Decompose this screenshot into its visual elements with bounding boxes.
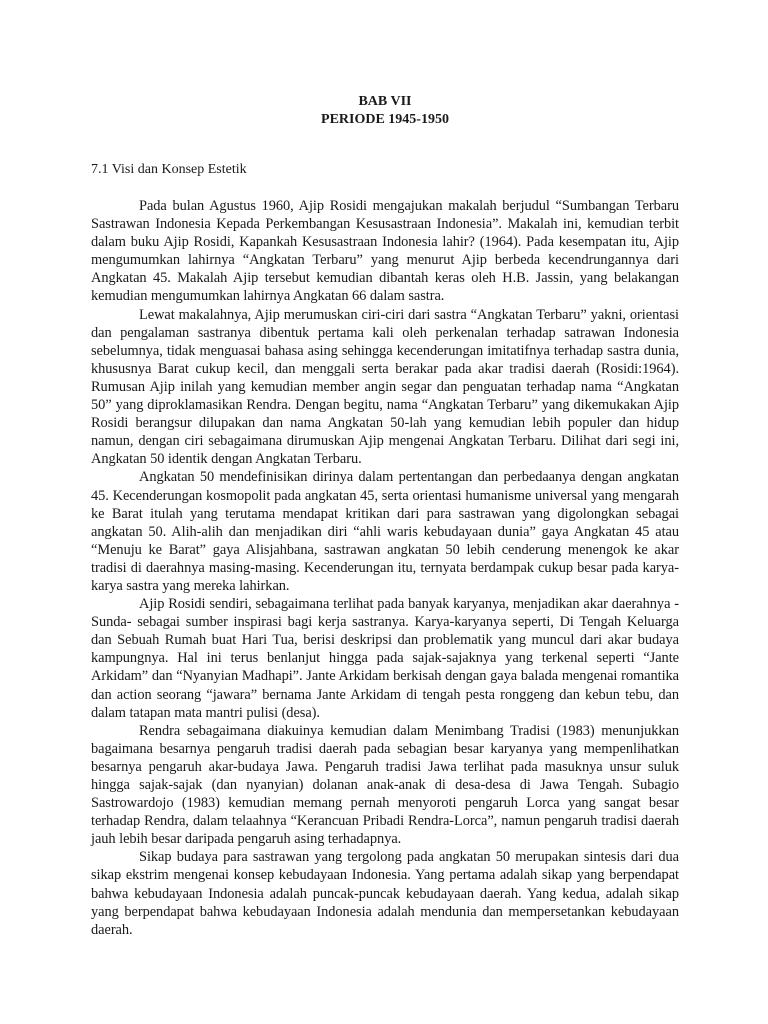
paragraph-3: Angkatan 50 mendefinisikan dirinya dalam pertentangan dan perbedaanya dengan angkatan 45. Kecenderungan kosmopolit pada angkatan 45, serta orientasi humanisme universal yang mengarah ke Barat itulah yang terutama mendapat kritikan dari para sastrawan yang digolongkan sebagai angkatan 50. Alih-alih dan menjadikan diri “ahli waris kebudayaan dunia” gaya Angkatan 45 atau “Menuju ke Barat” gaya Alisjahbana, sastrawan angkatan 50 lebih cenderung menengok ke akar tradisi di daerahnya masing-masing. Kecenderungan itu, ternyata berdampak cukup besar pada karya-karya sastra yang mereka lahirkan.: [91, 469, 679, 594]
chapter-title: BAB VII: [358, 94, 412, 109]
body-text: [91, 197, 679, 939]
document-page: [91, 93, 679, 939]
paragraph-5: Rendra sebagaimana diakuinya kemudian dalam Menimbang Tradisi (1983) menunjukkan bagaimana besarnya pengaruh tradisi daerah pada sebagian besar karyanya yang mempenlihatkan besarnya pengaruh akar-budaya Jawa. Pengaruh tradisi Jawa terlihat pada masuknya unsur suluk hingga sajak-sajak (dan nyanyian) dolanan anak-anak di desa-desa di Jawa Tengah. Subagio Sastrowardojo (1983) kemudian memang pernah menyoroti pengaruh Lorca yang sangat besar terhadap Rendra, dalam telaahnya “Kerancuan Pribadi Rendra-Lorca”, namun pengaruh tradisi daerah jauh lebih besar daripada pengaruh asing terhadapnya.: [91, 722, 679, 848]
paragraph-6: Sikap budaya para sastrawan yang tergolong pada angkatan 50 merupakan sintesis dari dua sikap ekstrim mengenai konsep kebudayaan Indonesia. Yang pertama adalah sikap yang berpendapat bahwa kebudayaan Indonesia adalah puncak-puncak kebudayaan daerah. Yang kedua, adalah sikap yang berpendapat bahwa kebudayaan Indonesia adalah mendunia dan mempersetankan kebudayaan daerah.: [91, 849, 679, 938]
paragraph-2: Lewat makalahnya, Ajip merumuskan ciri-ciri dari sastra “Angkatan Terbaru” yakni, orientasi dan pengalaman sastranya dibentuk pertama kali oleh perkenalan terhadap satrawan Indonesia sebelumnya, tidak menguasai bahasa asing sehingga kecenderungan imitatifnya terhadap sastra dunia, khususnya Barat cukup kecil, dan menggali serta berakar pada akar tradisi daerah (Rosidi:1964). Rumusan Ajip inilah yang kemudian member angin segar dan penguatan terhadap nama “Angkatan 50” yang diproklamasikan Rendra. Dengan begitu, nama “Angkatan Terbaru” yang dikemukakan Ajip Rosidi berangsur dilupakan dan nama Angkatan 50-lah yang kemudian lebih populer dan hidup namun, dengan ciri sebagaimana dirumuskan Ajip mengenai Angkatan Terbaru. Dilihat dari segi ini, Angkatan 50 identik dengan Angkatan Terbaru.: [91, 306, 679, 468]
section-heading: 7.1 Visi dan Konsep Estetik: [91, 162, 247, 177]
paragraph-4: Ajip Rosidi sendiri, sebagaimana terlihat pada banyak karyanya, menjadikan akar daerahnya -Sunda- sebagai sumber inspirasi bagi kerja sastranya. Karya-karyanya seperti, Di Tengah Keluarga dan Sebuah Rumah buat Hari Tua, berisi deskripsi dan problematik yang muncul dari akar budaya kampungnya. Hal ini terus benlanjut hingga pada sajak-sajaknya yang terkenal seperti “Jante Arkidam” dan “Nyanyian Madhapi”. Jante Arkidam berkisah dengan gaya balada mengenai romantika dan action seorang “jawara” bernama Jante Arkidam di tengah pesta ronggeng dan kebun tebu, dan dalam tatapan mata mantri pulisi (desa).: [91, 596, 679, 721]
paragraph-1: Pada bulan Agustus 1960, Ajip Rosidi mengajukan makalah berjudul “Sumbangan Terbaru Sastrawan Indonesia Kepada Perkembangan Kesusastraan Indonesia”. Makalah ini, kemudian terbit dalam buku Ajip Rosidi, Kapankah Kesusastraan Indonesia lahir? (1964). Pada kesempatan itu, Ajip mengumumkan lahirnya “Angkatan Terbaru” yang menurut Ajip berbeda kecendrungannya dari Angkatan 45. Makalah Ajip tersebut kemudian dibantah keras oleh H.B. Jassin, yang belakangan kemudian mengumumkan lahirnya Angkatan 66 dalam sastra.: [91, 198, 679, 305]
period-title: PERIODE 1945-1950: [321, 112, 449, 127]
chapter-title-block: [91, 93, 679, 129]
